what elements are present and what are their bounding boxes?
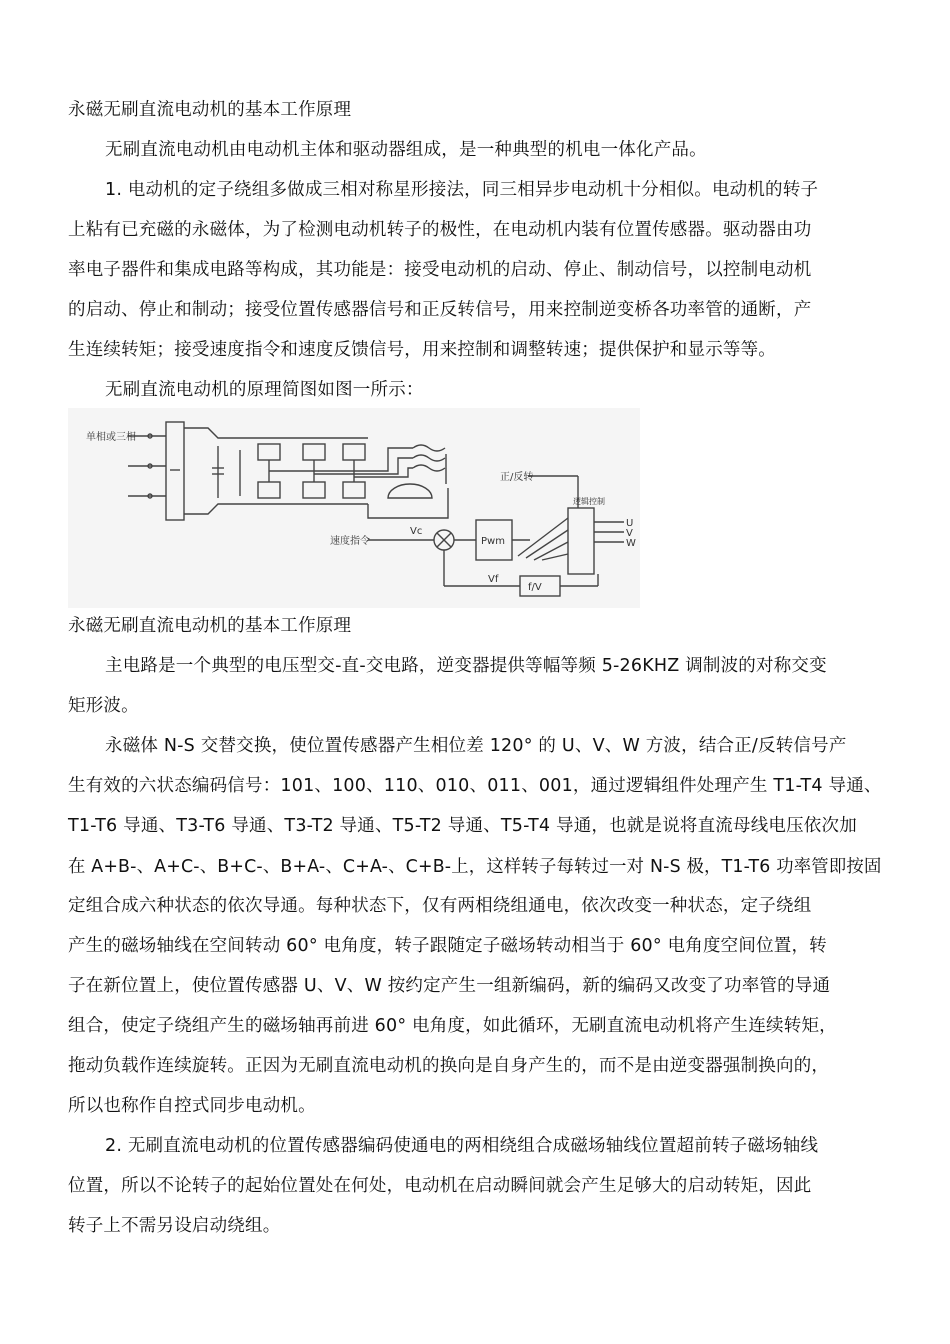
circuit-diagram — [68, 408, 640, 608]
vf-label: Vf — [488, 574, 499, 585]
item2-line: 转子上不需另设启动绕组。 — [68, 1216, 281, 1236]
para4-line: 子在新位置上，使位置传感器 U、V、W 按约定产生一组新编码，新的编码又改变了功率管的导通 — [68, 976, 831, 996]
section-heading: 永磁无刷直流电动机的基本工作原理 — [68, 616, 352, 636]
forward-reverse-label: 正/反转 — [500, 472, 534, 483]
para3-line: 矩形波。 — [68, 696, 139, 716]
para3-line: 主电路是一个典型的电压型交-直-交电路，逆变器提供等幅等频 5-26KHZ 调制波的对称交变 — [105, 656, 827, 676]
pwm-label: Pwm — [481, 536, 505, 547]
item1-line: 率电子器件和集成电路等构成，其功能是：接受电动机的启动、停止、制动信号，以控制电动机 — [68, 260, 812, 280]
para4-line: 永磁体 N-S 交替交换，使位置传感器产生相位差 120° 的 U、V、W 方波，结合正/反转信号产 — [105, 736, 847, 756]
item1-line: 生连续转矩；接受速度指令和速度反馈信号，用来控制和调整转速；提供保护和显示等等。 — [68, 340, 776, 360]
para4-line: 组合，使定子绕组产生的磁场轴再前进 60° 电角度，如此循环，无刷直流电动机将产生连续转矩， — [68, 1016, 837, 1036]
item1-line: 上粘有已充磁的永磁体，为了检测电动机转子的极性，在电动机内装有位置传感器。驱动器由功 — [68, 220, 812, 240]
para4-line: 产生的磁场轴线在空间转动 60° 电角度，转子跟随定子磁场转动相当于 60° 电角度空间位置，转 — [68, 936, 827, 956]
item1-line: 的启动、停止和制动；接受位置传感器信号和正反转信号，用来控制逆变桥各功率管的通断，产 — [68, 300, 812, 320]
intro-paragraph: 无刷直流电动机由电动机主体和驱动器组成，是一种典型的机电一体化产品。 — [105, 140, 707, 160]
fv-label: f/V — [528, 582, 542, 593]
speed-command-label: 速度指令 — [330, 536, 370, 547]
section-heading: 永磁无刷直流电动机的基本工作原理 — [68, 100, 352, 120]
output-w-label: W — [626, 538, 636, 549]
item1-line: 1. 电动机的定子绕组多做成三相对称星形接法，同三相异步电动机十分相似。电动机的转子 — [105, 180, 819, 200]
output-v-label: V — [626, 528, 633, 539]
para4-line: 在 A+B-、A+C-、B+C-、B+A-、C+A-、C+B-上，这样转子每转过一对 N-S 极，T1-T6 功率管即按固 — [68, 857, 882, 877]
para4-line: 定组合成六种状态的依次导通。每种状态下，仅有两相绕组通电，依次改变一种状态，定子绕组 — [68, 896, 812, 916]
input-label: 单相或三相 — [86, 432, 136, 443]
para4-line: T1-T6 导通、T3-T6 导通、T3-T2 导通、T5-T2 导通、T5-T4 导通，也就是说将直流母线电压依次加 — [68, 816, 857, 836]
figure-intro: 无刷直流电动机的原理简图如图一所示： — [105, 380, 424, 400]
vc-label: Vc — [410, 526, 423, 537]
para4-line: 所以也称作自控式同步电动机。 — [68, 1096, 316, 1116]
para4-line: 生有效的六状态编码信号：101、100、110、010、011、001，通过逻辑组件处理产生 T1-T4 导通、 — [68, 776, 882, 796]
para4-line: 拖动负载作连续旋转。正因为无刷直流电动机的换向是自身产生的，而不是由逆变器强制换向的， — [68, 1056, 830, 1076]
output-u-label: U — [626, 518, 634, 529]
item2-line: 位置，所以不论转子的起始位置处在何处，电动机在启动瞬间就会产生足够大的启动转矩，因此 — [68, 1176, 812, 1196]
logic-label: 逻辑控制 — [573, 497, 605, 506]
item2-line: 2. 无刷直流电动机的位置传感器编码使通电的两相绕组合成磁场轴线位置超前转子磁场轴线 — [105, 1136, 819, 1156]
